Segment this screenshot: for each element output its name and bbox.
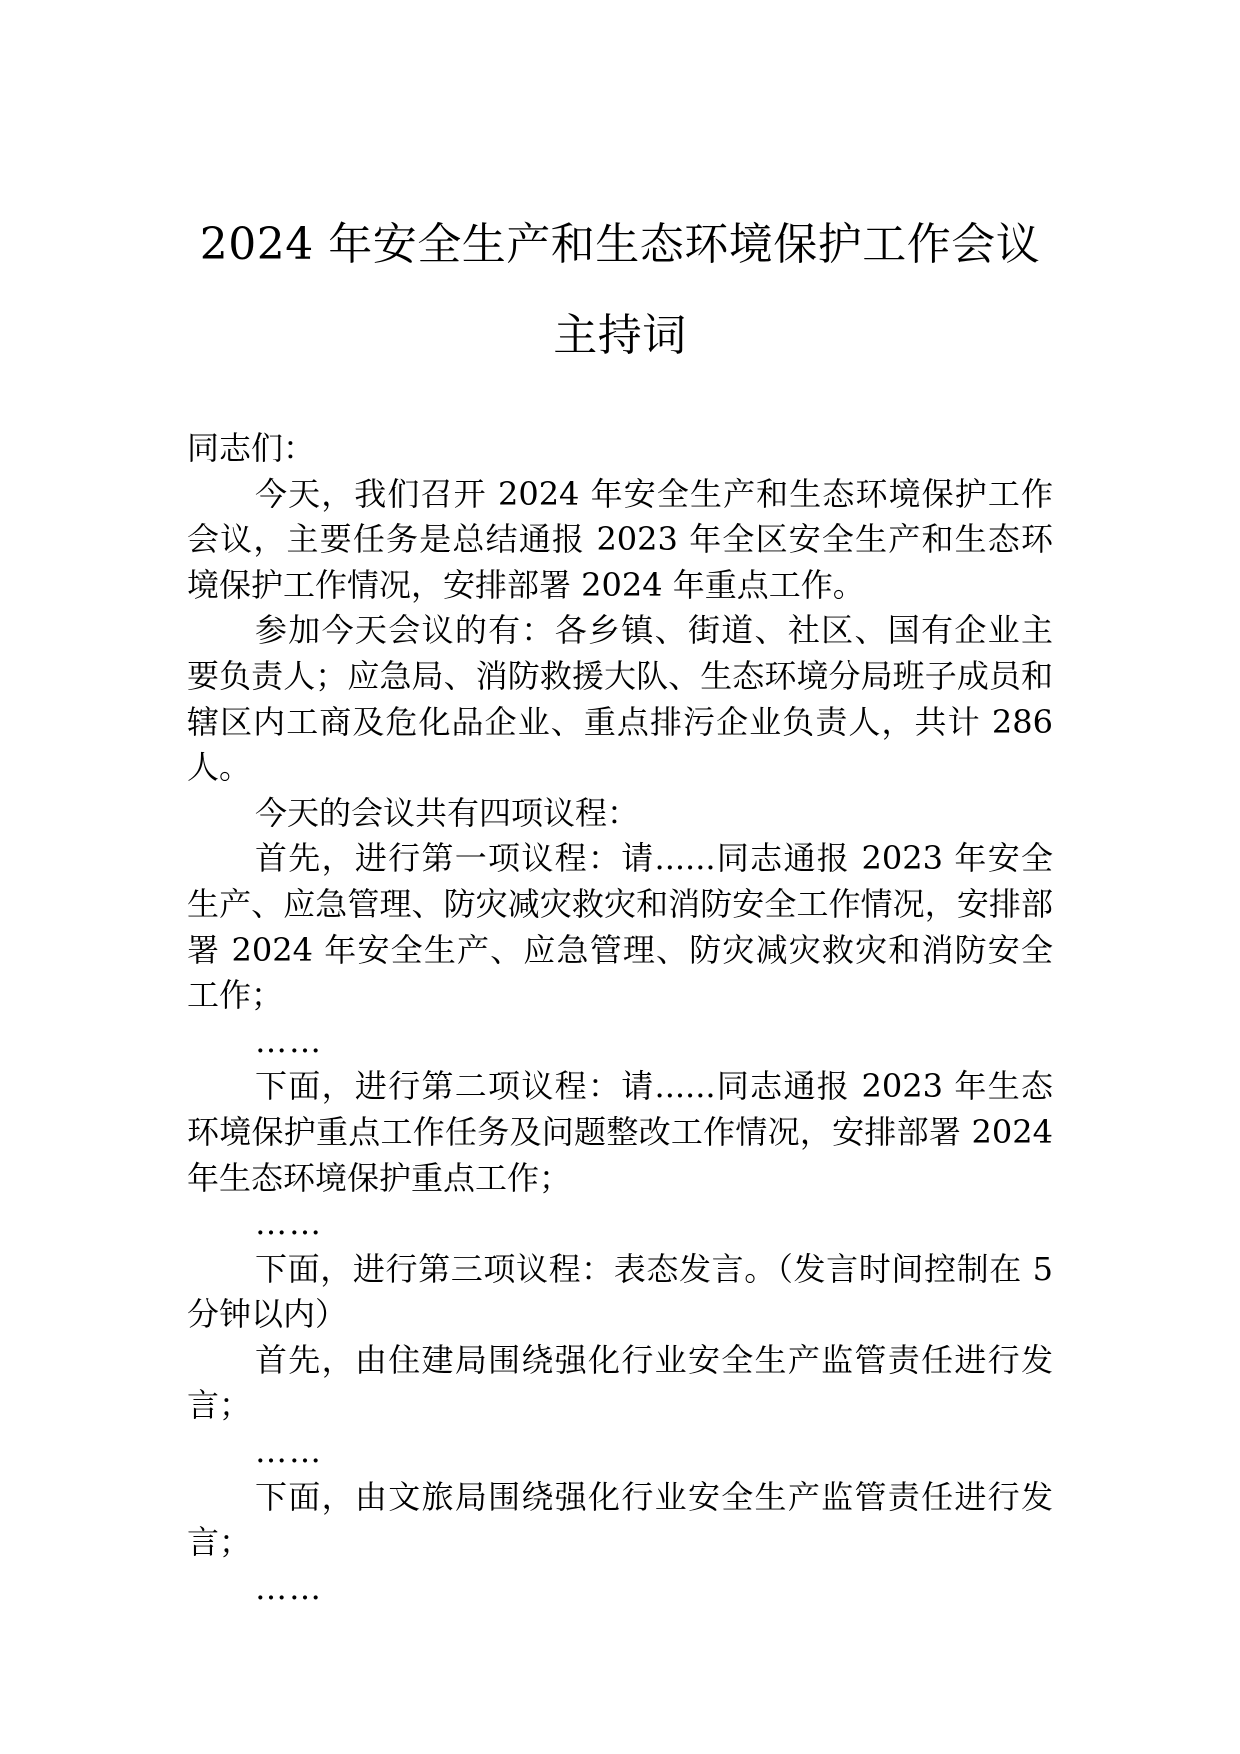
paragraph-agenda-item-1: 首先，进行第一项议程：请......同志通报 2023 年安全生产、应急管理、防灾减灾救灾和消防安全工作情况，安排部署 2024 年安全生产、应急管理、防灾减灾救灾和消防安全工作； — [187, 839, 1053, 1015]
paragraph-agenda-overview: 今天的会议共有四项议程： — [255, 793, 640, 832]
paragraph-meeting-intro: 今天，我们召开 2024 年安全生产和生态环境保护工作会议，主要任务是总结通报 2023 年全区安全生产和生态环境保护工作情况，安排部署 2024 年重点工作。 — [187, 474, 1053, 604]
paragraph-agenda-item-2: 下面，进行第二项议程：请......同志通报 2023 年生态环境保护重点工作任务及问题整改工作情况，安排部署 2024 年生态环境保护重点工作； — [187, 1067, 1053, 1197]
document-title-line1: 2024 年安全生产和生态环境保护工作会议 — [199, 219, 1041, 270]
ellipsis-placeholder: …… — [255, 1568, 323, 1607]
ellipsis-placeholder: …… — [255, 1204, 323, 1243]
paragraph-speaker-culture-tourism: 下面，由文旅局围绕强化行业安全生产监管责任进行发言； — [187, 1477, 1053, 1562]
document-title-line2: 主持词 — [553, 310, 687, 361]
paragraph-attendees: 参加今天会议的有：各乡镇、街道、社区、国有企业主要负责人；应急局、消防救援大队、生态环境分局班子成员和辖区内工商及危化品企业、重点排污企业负责人，共计 286 人。 — [187, 611, 1053, 787]
ellipsis-placeholder: …… — [255, 1432, 323, 1471]
document-body — [187, 426, 1053, 1611]
salutation: 同志们： — [187, 429, 316, 467]
paragraph-speaker-housing: 首先，由住建局围绕强化行业安全生产监管责任进行发言； — [187, 1340, 1053, 1425]
paragraph-agenda-item-3: 下面，进行第三项议程：表态发言。（发言时间控制在 5 分钟以内） — [187, 1249, 1053, 1334]
ellipsis-placeholder: …… — [255, 1021, 323, 1060]
